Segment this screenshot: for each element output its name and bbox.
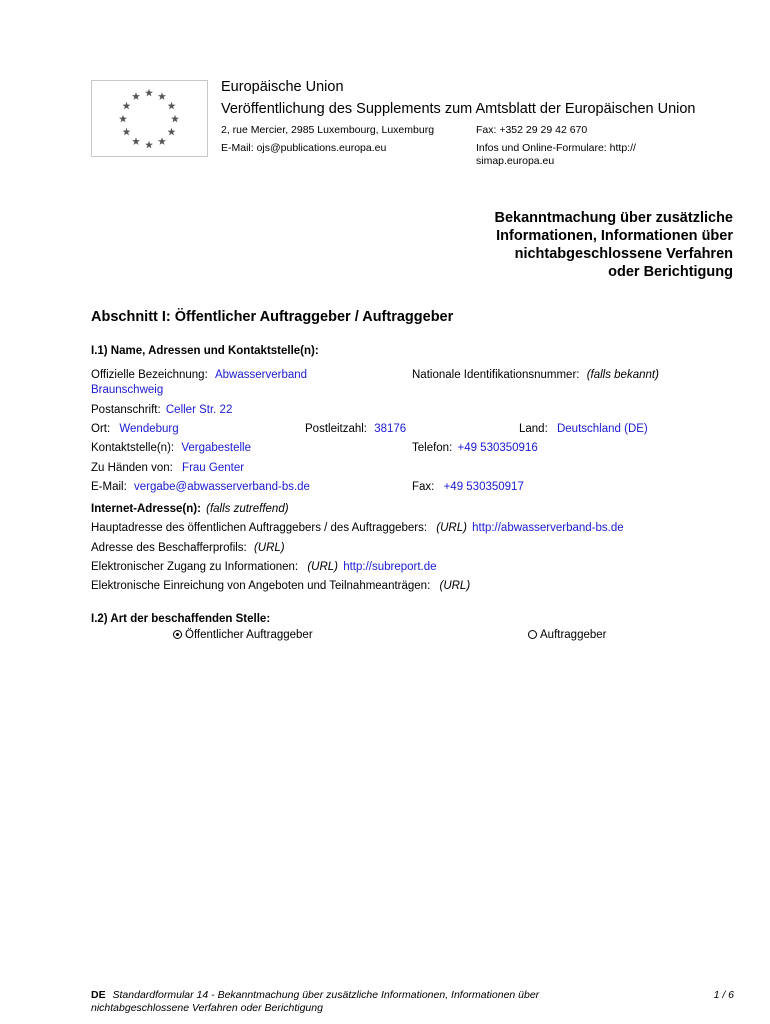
internet-label: Internet-Adresse(n): xyxy=(91,503,201,515)
buyer-profile-row xyxy=(91,542,285,554)
national-id-label: Nationale Identifikationsnummer: xyxy=(412,369,580,381)
e-access-row xyxy=(91,561,437,573)
buyer-profile-label: Adresse des Beschafferprofils: xyxy=(91,542,247,554)
eu-stars-icon xyxy=(92,81,207,156)
fax-label: Fax: xyxy=(412,481,435,493)
eu-star-icon xyxy=(168,128,176,136)
eu-star-icon xyxy=(132,137,140,145)
header-email: E-Mail: ojs@publications.europa.eu xyxy=(221,142,387,154)
phone-row xyxy=(412,442,538,454)
phone-label: Telefon: xyxy=(412,442,453,454)
national-id-row xyxy=(412,369,659,381)
city-row xyxy=(91,423,179,435)
footer-text-line2: nichtabgeschlossene Verfahren oder Berichtigung xyxy=(91,1002,323,1014)
official-name-value-line1: Abwasserverband xyxy=(214,369,308,381)
buyer-profile-hint: (URL) xyxy=(253,542,285,554)
eu-star-icon xyxy=(168,102,176,110)
zip-label: Postleitzahl: xyxy=(305,423,368,435)
header-org: Europäische Union xyxy=(221,79,344,95)
e-access-label: Elektronischer Zugang zu Informationen: xyxy=(91,561,299,573)
subsection-i2-title: I.2) Art der beschaffenden Stelle: xyxy=(91,613,271,625)
eu-star-icon xyxy=(171,115,179,123)
contact-label: Kontaktstelle(n): xyxy=(91,442,175,454)
e-submission-hint: (URL) xyxy=(439,580,471,592)
main-address-row xyxy=(91,522,624,534)
contact-value: Vergabestelle xyxy=(181,442,252,454)
attention-row xyxy=(91,462,244,474)
internet-hint: (falls zutreffend) xyxy=(206,503,289,515)
section-title: Abschnitt I: Öffentlicher Auftraggeber / Auftraggeber xyxy=(91,309,454,325)
header-info-line2: simap.europa.eu xyxy=(476,155,555,167)
main-address-label: Hauptadresse des öffentlichen Auftraggebers / des Auftraggebers: xyxy=(91,522,428,534)
e-access-hint: (URL) xyxy=(307,561,338,573)
postal-label: Postanschrift: xyxy=(91,404,161,416)
header-fax: Fax: +352 29 29 42 670 xyxy=(476,124,588,136)
notice-title-line1: Bekanntmachung über zusätzliche xyxy=(494,210,733,226)
zip-row xyxy=(305,423,406,435)
option-other[interactable] xyxy=(528,629,607,641)
header-address: 2, rue Mercier, 2985 Luxembourg, Luxemburg xyxy=(221,124,435,136)
national-id-hint: (falls bekannt) xyxy=(586,369,659,381)
subsection-i1-title: I.1) Name, Adressen und Kontaktstelle(n): xyxy=(91,345,319,357)
footer-text-line1: Standardformular 14 - Bekanntmachung über zusätzliche Informationen, Informationen über xyxy=(112,989,540,1001)
fax-row xyxy=(412,481,524,493)
radio-checked-icon[interactable] xyxy=(173,630,182,639)
fax-value: +49 530350917 xyxy=(443,481,524,493)
country-label: Land: xyxy=(519,423,548,435)
country-row xyxy=(519,423,648,435)
notice-title-line3: nichtabgeschlossene Verfahren xyxy=(514,246,733,262)
official-name-row xyxy=(91,369,307,381)
option-other-label: Auftraggeber xyxy=(540,629,607,641)
radio-unchecked-icon[interactable] xyxy=(528,630,537,639)
contact-row xyxy=(91,442,251,454)
main-address-hint: (URL) xyxy=(436,522,467,534)
eu-star-icon xyxy=(132,92,140,100)
eu-star-icon xyxy=(145,89,153,97)
eu-star-icon xyxy=(158,92,166,100)
city-value: Wendeburg xyxy=(119,423,179,435)
eu-star-icon xyxy=(122,128,130,136)
attention-value: Frau Genter xyxy=(182,462,245,474)
e-access-link[interactable]: http://subreport.de xyxy=(343,561,437,573)
header-info-line1: Infos und Online-Formulare: http:// xyxy=(476,142,636,154)
attention-label: Zu Händen von: xyxy=(91,462,173,474)
header-publication: Veröffentlichung des Supplements zum Amtsblatt der Europäischen Union xyxy=(221,101,696,117)
eu-star-icon xyxy=(145,141,153,149)
page-number: 1 / 6 xyxy=(713,989,734,1001)
eu-star-icon xyxy=(119,115,127,123)
phone-value: +49 530350916 xyxy=(457,442,538,454)
main-address-link[interactable]: http://abwasserverband-bs.de xyxy=(472,522,624,534)
notice-title-line2: Informationen, Informationen über xyxy=(496,228,733,244)
notice-title-line4: oder Berichtigung xyxy=(608,264,733,280)
country-value: Deutschland (DE) xyxy=(556,423,648,435)
email-row xyxy=(91,481,310,493)
eu-star-icon xyxy=(158,137,166,145)
postal-row xyxy=(91,404,232,416)
option-public-label: Öffentlicher Auftraggeber xyxy=(185,629,313,641)
eu-star-icon xyxy=(122,102,130,110)
option-public[interactable] xyxy=(173,629,313,641)
notice-title xyxy=(440,209,733,281)
footer-lang: DE xyxy=(91,989,106,1001)
official-name-label: Offizielle Bezeichnung: xyxy=(91,369,208,381)
postal-value: Celler Str. 22 xyxy=(165,404,233,416)
footer xyxy=(91,989,731,1015)
e-submission-label: Elektronische Einreichung von Angeboten und Teilnahmeanträgen: xyxy=(91,580,431,592)
email-value[interactable]: vergabe@abwasserverband-bs.de xyxy=(133,481,310,493)
zip-value: 38176 xyxy=(374,423,407,435)
official-name-value-line2: Braunschweig xyxy=(91,384,164,396)
e-submission-row xyxy=(91,580,470,592)
eu-flag-logo xyxy=(91,80,208,157)
city-label: Ort: xyxy=(91,423,111,435)
internet-row xyxy=(91,503,289,515)
email-label: E-Mail: xyxy=(91,481,127,493)
footer-line1 xyxy=(91,989,731,1002)
